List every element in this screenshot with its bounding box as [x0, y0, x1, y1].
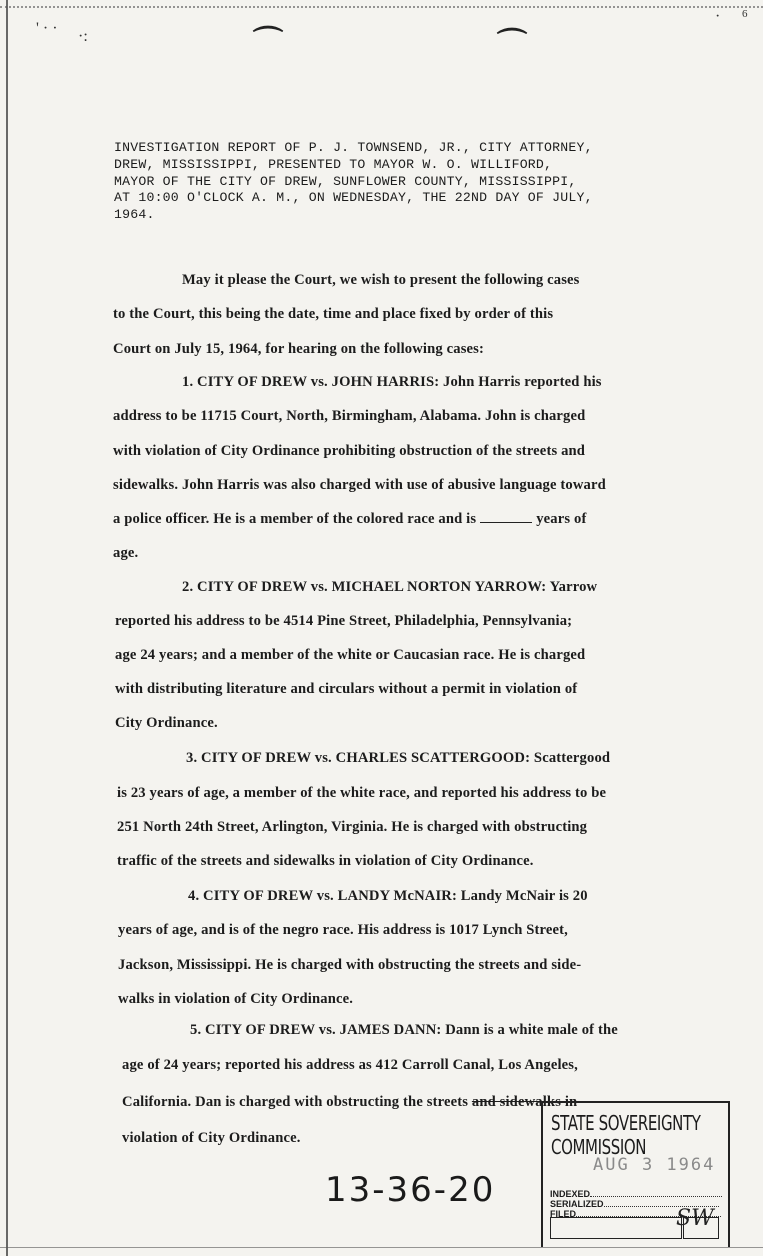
case-2-line: 2. CITY OF DREW vs. MICHAEL NORTON YARROW: Yarrow	[182, 579, 598, 595]
case-5-text: California. Dan is charged with obstructing the streets	[122, 1094, 469, 1110]
case-2-line: with distributing literature and circulars without a permit in violation of	[115, 681, 578, 697]
stamp-filed-label: FILED	[550, 1209, 576, 1219]
stamp-indexed-row	[550, 1189, 722, 1199]
case-3-line: 3. CITY OF DREW vs. CHARLES SCATTERGOOD: Scattergood	[186, 750, 611, 766]
stamp-dotted-line	[590, 1196, 722, 1197]
stamp-indexed-label: INDEXED	[550, 1189, 591, 1199]
case-3-line: traffic of the streets and sidewalks in violation of City Ordinance.	[117, 853, 534, 869]
age-blank	[480, 512, 532, 523]
stamp-date: AUG 3 1964	[593, 1155, 716, 1175]
intro-line: to the Court, this being the date, time and place fixed by order of this	[113, 306, 554, 322]
punch-mark: ⌒	[497, 28, 527, 61]
scan-speck: ·:	[78, 28, 88, 45]
case-4-line: years of age, and is of the negro race. His address is 1017 Lynch Street,	[118, 922, 568, 938]
file-number: 13-36-20	[325, 1170, 496, 1210]
heading-line: INVESTIGATION REPORT OF P. J. TOWNSEND, JR., CITY ATTORNEY,	[114, 140, 593, 155]
handwritten-initials: SW	[676, 1206, 714, 1231]
heading-line: MAYOR OF THE CITY OF DREW, SUNFLOWER COUNTY, MISSISSIPPI,	[114, 173, 577, 189]
case-2-line: City Ordinance.	[115, 715, 218, 731]
case-2-line: age 24 years; and a member of the white or Caucasian race. He is charged	[115, 647, 586, 663]
case-1-line: age.	[113, 545, 139, 561]
case-5-line: 5. CITY OF DREW vs. JAMES DANN: Dann is a white male of the	[190, 1022, 618, 1038]
case-2-line: reported his address to be 4514 Pine Street, Philadelphia, Pennsylvania;	[115, 613, 573, 629]
stamp-box	[550, 1217, 682, 1239]
scan-edge-top	[0, 6, 763, 8]
case-4-line: 4. CITY OF DREW vs. LANDY McNAIR: Landy McNair is 20	[188, 888, 588, 904]
case-3-line: is 23 years of age, a member of the white race, and reported his address to be	[117, 785, 607, 801]
heading-line: DREW, MISSISSIPPI, PRESENTED TO MAYOR W. O. WILLIFORD,	[114, 156, 553, 172]
case-1-text: a police officer. He is a member of the colored race and is	[113, 511, 477, 527]
case-1-line: with violation of City Ordinance prohibiting obstruction of the streets and	[113, 443, 586, 459]
stamp-title: STATE SOVEREIGNTY COMMISSION	[551, 1111, 701, 1160]
struck-text: and sidewalks in	[471, 1094, 578, 1110]
scan-speck: 6	[742, 8, 748, 20]
punch-mark: ⌒	[253, 26, 283, 59]
case-5-line: age of 24 years; reported his address as 412 Carroll Canal, Los Angeles,	[122, 1057, 578, 1073]
case-1-line: sidewalks. John Harris was also charged with use of abusive language toward	[113, 477, 606, 493]
case-3-line: 251 North 24th Street, Arlington, Virginia. He is charged with obstructing	[117, 819, 588, 835]
case-5-line: violation of City Ordinance.	[122, 1130, 301, 1146]
scan-speck: ' · ·	[36, 20, 58, 37]
heading-line: 1964.	[114, 207, 155, 223]
stamp-serialized-label: SERIALIZED	[550, 1199, 604, 1209]
case-1-line	[113, 511, 586, 528]
scan-edge-bottom	[0, 1247, 763, 1248]
intro-line: Court on July 15, 1964, for hearing on the following cases:	[113, 341, 484, 357]
heading-line: AT 10:00 O'CLOCK A. M., ON WEDNESDAY, THE 22ND DAY OF JULY,	[114, 190, 593, 206]
scan-speck: ·	[715, 8, 721, 25]
case-5-line	[122, 1094, 577, 1111]
case-1-text: years of	[536, 511, 587, 527]
report-heading	[114, 140, 694, 224]
case-1-line: address to be 11715 Court, North, Birmingham, Alabama. John is charged	[113, 408, 586, 424]
case-4-line: walks in violation of City Ordinance.	[118, 991, 354, 1007]
intro-line: May it please the Court, we wish to present the following cases	[182, 272, 580, 288]
scan-edge-left	[6, 0, 8, 1256]
case-1-line: 1. CITY OF DREW vs. JOHN HARRIS: John Harris reported his	[182, 374, 602, 390]
case-4-line: Jackson, Mississippi. He is charged with obstructing the streets and side-	[118, 957, 582, 973]
